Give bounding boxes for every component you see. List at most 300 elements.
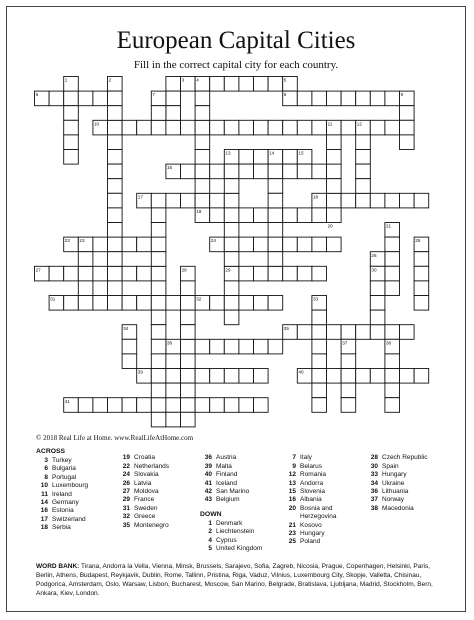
- grid-clue-number: 35: [283, 325, 289, 331]
- grid-cell[interactable]: [151, 252, 166, 267]
- grid-cell[interactable]: [312, 91, 327, 106]
- clue-text: Finland: [216, 471, 238, 479]
- grid-cell[interactable]: [210, 208, 225, 223]
- grid-cell[interactable]: [93, 237, 108, 252]
- clue-number: 22: [122, 462, 130, 470]
- grid-cell[interactable]: [414, 193, 429, 208]
- grid-cell[interactable]: [122, 296, 137, 311]
- grid-cell[interactable]: [195, 135, 210, 150]
- clue-number: 3: [44, 457, 48, 464]
- grid-cell[interactable]: [268, 339, 283, 354]
- grid-cell[interactable]: [181, 120, 196, 135]
- grid-cell[interactable]: [210, 164, 225, 179]
- grid-cell[interactable]: [151, 310, 166, 325]
- grid-cell[interactable]: [385, 237, 400, 252]
- grid-cell[interactable]: [108, 252, 123, 267]
- clue-text: Malta: [216, 462, 232, 470]
- grid-cell[interactable]: [297, 208, 312, 223]
- grid-cell[interactable]: [254, 339, 269, 354]
- grid-clue-number: 32: [196, 296, 202, 302]
- grid-cell[interactable]: [195, 398, 210, 413]
- grid-cell[interactable]: [370, 281, 385, 296]
- grid-cell[interactable]: [195, 120, 210, 135]
- grid-cell[interactable]: [224, 310, 239, 325]
- grid-clue-number: 16: [167, 165, 173, 171]
- clue-text: Portugal: [52, 473, 77, 481]
- clue-number: 21: [288, 521, 296, 529]
- word-bank-label: WORD BANK:: [36, 563, 80, 570]
- clue-item: [366, 471, 474, 479]
- grid-cell[interactable]: [137, 237, 152, 252]
- grid-cell[interactable]: [312, 164, 327, 179]
- grid-cell[interactable]: [78, 296, 93, 311]
- clue-number: 42: [204, 487, 212, 495]
- clue-number: 18: [40, 524, 48, 532]
- grid-cell[interactable]: [370, 120, 385, 135]
- grid-cell[interactable]: [181, 193, 196, 208]
- grid-cell[interactable]: [137, 398, 152, 413]
- grid-cell[interactable]: [385, 91, 400, 106]
- grid-clue-number: 18: [313, 194, 319, 200]
- grid-cell[interactable]: [108, 106, 123, 121]
- grid-cell[interactable]: [268, 266, 283, 281]
- grid-clue-number: 21: [386, 223, 392, 229]
- grid-cell[interactable]: [268, 296, 283, 311]
- grid-cell[interactable]: [108, 398, 123, 413]
- grid-cell[interactable]: [93, 91, 108, 106]
- clue-item: [366, 505, 474, 513]
- grid-cell[interactable]: [400, 369, 415, 384]
- grid-cell[interactable]: [151, 237, 166, 252]
- grid-cell[interactable]: [239, 164, 254, 179]
- grid-cell[interactable]: [414, 369, 429, 384]
- grid-cell[interactable]: [283, 150, 298, 165]
- grid-cell[interactable]: [254, 398, 269, 413]
- grid-clue-number: 40: [298, 369, 304, 375]
- grid-cell[interactable]: [181, 412, 196, 427]
- grid-cell[interactable]: [122, 339, 137, 354]
- grid-cell[interactable]: [210, 369, 225, 384]
- grid-cell[interactable]: [327, 208, 342, 223]
- grid-cell[interactable]: [268, 208, 283, 223]
- grid-cell[interactable]: [254, 120, 269, 135]
- grid-cell[interactable]: [64, 135, 79, 150]
- grid-cell[interactable]: [78, 266, 93, 281]
- grid-cell[interactable]: [400, 120, 415, 135]
- grid-cell[interactable]: [239, 296, 254, 311]
- grid-cell[interactable]: [341, 383, 356, 398]
- clue-number: 13: [288, 479, 296, 487]
- grid-cell[interactable]: [268, 164, 283, 179]
- grid-cell[interactable]: [224, 179, 239, 194]
- grid-cell[interactable]: [297, 266, 312, 281]
- clue-text: Bosnia and: [300, 504, 333, 512]
- grid-cell[interactable]: [370, 325, 385, 340]
- clue-text: Ukraine: [382, 479, 405, 487]
- grid-cell[interactable]: [268, 252, 283, 267]
- grid-cell[interactable]: [195, 339, 210, 354]
- grid-cell[interactable]: [268, 120, 283, 135]
- grid-cell[interactable]: [210, 296, 225, 311]
- grid-cell[interactable]: [327, 325, 342, 340]
- grid-cell[interactable]: [224, 252, 239, 267]
- grid-cell[interactable]: [166, 354, 181, 369]
- grid-cell[interactable]: [385, 252, 400, 267]
- grid-cell[interactable]: [166, 296, 181, 311]
- grid-cell[interactable]: [385, 398, 400, 413]
- grid-cell[interactable]: [385, 281, 400, 296]
- grid-cell[interactable]: [224, 281, 239, 296]
- grid-clue-number: 20: [327, 223, 333, 229]
- grid-cell[interactable]: [312, 237, 327, 252]
- grid-cell[interactable]: [254, 296, 269, 311]
- grid-cell[interactable]: [327, 135, 342, 150]
- grid-clue-number: 6: [35, 92, 39, 98]
- grid-cell[interactable]: [151, 398, 166, 413]
- grid-cell[interactable]: [108, 150, 123, 165]
- grid-cell[interactable]: [268, 193, 283, 208]
- grid-cell[interactable]: [181, 383, 196, 398]
- grid-cell[interactable]: [181, 310, 196, 325]
- clue-number: 27: [122, 487, 130, 495]
- grid-cell[interactable]: [414, 296, 429, 311]
- grid-cell[interactable]: [224, 77, 239, 92]
- clue-number: 20: [288, 504, 296, 512]
- grid-cell[interactable]: [385, 325, 400, 340]
- clue-number: 41: [204, 479, 212, 487]
- grid-cell[interactable]: [400, 106, 415, 121]
- clue-text: Slovakia: [134, 471, 159, 479]
- clue-number: 37: [370, 496, 378, 504]
- grid-cell[interactable]: [137, 296, 152, 311]
- grid-cell[interactable]: [254, 266, 269, 281]
- grid-cell[interactable]: [93, 398, 108, 413]
- grid-cell[interactable]: [414, 266, 429, 281]
- grid-cell[interactable]: [108, 193, 123, 208]
- grid-cell[interactable]: [151, 120, 166, 135]
- grid-cell[interactable]: [210, 339, 225, 354]
- grid-cell[interactable]: [151, 296, 166, 311]
- grid-cell[interactable]: [254, 237, 269, 252]
- grid-cell[interactable]: [327, 237, 342, 252]
- grid-cell[interactable]: [268, 237, 283, 252]
- grid-clue-number: 41: [64, 398, 70, 404]
- grid-cell[interactable]: [108, 208, 123, 223]
- grid-cell[interactable]: [356, 150, 371, 165]
- grid-clue-number: 19: [196, 209, 202, 214]
- grid-cell[interactable]: [108, 164, 123, 179]
- clue-number: 40: [204, 471, 212, 479]
- clue-number: 32: [122, 513, 130, 521]
- grid-cell[interactable]: [224, 369, 239, 384]
- grid-cell[interactable]: [151, 208, 166, 223]
- grid-cell[interactable]: [297, 164, 312, 179]
- grid-cell[interactable]: [254, 164, 269, 179]
- grid-cell[interactable]: [195, 106, 210, 121]
- grid-cell[interactable]: [64, 266, 79, 281]
- grid-cell[interactable]: [268, 223, 283, 238]
- grid-clue-number: 11: [327, 121, 333, 127]
- grid-cell[interactable]: [385, 266, 400, 281]
- grid-cell[interactable]: [108, 179, 123, 194]
- grid-cell[interactable]: [400, 135, 415, 150]
- grid-cell[interactable]: [78, 281, 93, 296]
- grid-cell[interactable]: [400, 193, 415, 208]
- grid-cell[interactable]: [181, 296, 196, 311]
- grid-cell[interactable]: [370, 310, 385, 325]
- grid-cell[interactable]: [166, 398, 181, 413]
- grid-cell[interactable]: [239, 77, 254, 92]
- grid-cell[interactable]: [239, 237, 254, 252]
- grid-cell[interactable]: [64, 91, 79, 106]
- grid-cell[interactable]: [239, 150, 254, 165]
- grid-clue-number: 38: [386, 340, 392, 346]
- grid-cell[interactable]: [210, 398, 225, 413]
- clue-text: Macedonia: [382, 504, 414, 512]
- grid-cell[interactable]: [283, 120, 298, 135]
- grid-cell[interactable]: [195, 193, 210, 208]
- grid-cell[interactable]: [166, 369, 181, 384]
- grid-cell[interactable]: [166, 412, 181, 427]
- grid-cell[interactable]: [385, 193, 400, 208]
- grid-cell[interactable]: [93, 296, 108, 311]
- grid-cell[interactable]: [327, 179, 342, 194]
- grid-cell[interactable]: [108, 223, 123, 238]
- grid-cell[interactable]: [122, 120, 137, 135]
- grid-cell[interactable]: [195, 369, 210, 384]
- across-heading: ACROSS: [36, 448, 66, 455]
- grid-cell[interactable]: [283, 237, 298, 252]
- grid-cell[interactable]: [224, 398, 239, 413]
- grid-cell[interactable]: [239, 266, 254, 281]
- grid-cell[interactable]: [239, 120, 254, 135]
- grid-cell[interactable]: [137, 120, 152, 135]
- grid-cell[interactable]: [195, 91, 210, 106]
- grid-cell[interactable]: [210, 193, 225, 208]
- clue-text: Hungary: [300, 529, 325, 537]
- clue-text: Italy: [300, 454, 312, 462]
- clue-number: 36: [204, 454, 212, 462]
- clue-number: 28: [370, 454, 378, 462]
- grid-cell[interactable]: [356, 325, 371, 340]
- grid-cell[interactable]: [78, 252, 93, 267]
- grid-cell[interactable]: [108, 296, 123, 311]
- grid-cell[interactable]: [341, 354, 356, 369]
- clue-list: [36, 446, 452, 566]
- grid-cell[interactable]: [283, 208, 298, 223]
- grid-cell[interactable]: [166, 383, 181, 398]
- grid-cell[interactable]: [312, 369, 327, 384]
- grid-cell[interactable]: [224, 339, 239, 354]
- clue-number: 26: [122, 479, 130, 487]
- grid-cell[interactable]: [356, 179, 371, 194]
- grid-cell[interactable]: [108, 237, 123, 252]
- grid-cell[interactable]: [297, 237, 312, 252]
- grid-cell[interactable]: [254, 77, 269, 92]
- clue-number: 11: [41, 490, 48, 498]
- grid-cell[interactable]: [356, 193, 371, 208]
- down-heading: DOWN: [200, 510, 222, 518]
- grid-cell[interactable]: [166, 91, 181, 106]
- grid-cell[interactable]: [151, 266, 166, 281]
- grid-cell[interactable]: [224, 296, 239, 311]
- grid-cell[interactable]: [151, 281, 166, 296]
- grid-cell[interactable]: [64, 150, 79, 165]
- grid-cell[interactable]: [341, 369, 356, 384]
- grid-cell[interactable]: [341, 120, 356, 135]
- grid-cell[interactable]: [327, 369, 342, 384]
- grid-cell[interactable]: [108, 281, 123, 296]
- grid-cell[interactable]: [151, 325, 166, 340]
- grid-cell[interactable]: [49, 266, 64, 281]
- grid-cell[interactable]: [283, 164, 298, 179]
- grid-cell[interactable]: [312, 310, 327, 325]
- grid-cell[interactable]: [297, 120, 312, 135]
- grid-cell[interactable]: [181, 164, 196, 179]
- clue-number: 6: [44, 465, 48, 473]
- grid-cell[interactable]: [327, 150, 342, 165]
- grid-cell[interactable]: [341, 325, 356, 340]
- grid-cell[interactable]: [49, 91, 64, 106]
- clue-text: Estonia: [52, 507, 74, 515]
- grid-cell[interactable]: [356, 369, 371, 384]
- grid-cell[interactable]: [312, 120, 327, 135]
- clue-number: 33: [370, 471, 378, 479]
- grid-cell[interactable]: [224, 237, 239, 252]
- grid-cell[interactable]: [312, 383, 327, 398]
- clue-text: Norway: [382, 496, 405, 504]
- grid-cell[interactable]: [414, 281, 429, 296]
- grid-cell[interactable]: [224, 223, 239, 238]
- grid-cell[interactable]: [151, 354, 166, 369]
- grid-cell[interactable]: [64, 120, 79, 135]
- grid-cell[interactable]: [327, 193, 342, 208]
- grid-cell[interactable]: [239, 369, 254, 384]
- grid-cell[interactable]: [356, 135, 371, 150]
- grid-cell[interactable]: [122, 237, 137, 252]
- grid-cell[interactable]: [385, 120, 400, 135]
- clue-item: [284, 538, 394, 546]
- grid-cell[interactable]: [297, 325, 312, 340]
- grid-cell[interactable]: [166, 77, 181, 92]
- grid-clue-number: 15: [298, 150, 304, 156]
- grid-cell[interactable]: [181, 281, 196, 296]
- grid-cell[interactable]: [195, 179, 210, 194]
- grid-cell[interactable]: [385, 383, 400, 398]
- grid-cell[interactable]: [370, 369, 385, 384]
- clue-number: 36: [370, 487, 378, 495]
- grid-cell[interactable]: [181, 369, 196, 384]
- grid-cell[interactable]: [385, 354, 400, 369]
- grid-cell[interactable]: [297, 91, 312, 106]
- grid-cell[interactable]: [151, 383, 166, 398]
- grid-cell[interactable]: [312, 354, 327, 369]
- grid-cell[interactable]: [283, 266, 298, 281]
- grid-cell[interactable]: [224, 193, 239, 208]
- grid-cell[interactable]: [312, 325, 327, 340]
- grid-cell[interactable]: [181, 398, 196, 413]
- page-subtitle: Fill in the correct capital city for each country.: [133, 59, 339, 71]
- clue-item: [366, 488, 474, 496]
- grid-cell[interactable]: [151, 412, 166, 427]
- grid-cell[interactable]: [254, 369, 269, 384]
- grid-cell[interactable]: [151, 339, 166, 354]
- grid-cell[interactable]: [268, 179, 283, 194]
- grid-cell[interactable]: [108, 266, 123, 281]
- grid-cell[interactable]: [122, 354, 137, 369]
- grid-cell[interactable]: [356, 91, 371, 106]
- grid-cell[interactable]: [370, 91, 385, 106]
- grid-cell[interactable]: [151, 106, 166, 121]
- grid-cell[interactable]: [181, 354, 196, 369]
- grid-cell[interactable]: [64, 106, 79, 121]
- grid-cell[interactable]: [64, 296, 79, 311]
- grid-cell[interactable]: [122, 266, 137, 281]
- grid-cell[interactable]: [312, 266, 327, 281]
- grid-cell[interactable]: [370, 296, 385, 311]
- copyright-text: © 2018 Real Life at Home. www.RealLifeAtHome.com: [36, 434, 194, 442]
- grid-cell[interactable]: [327, 91, 342, 106]
- clue-item: [366, 496, 474, 504]
- grid-cell[interactable]: [224, 120, 239, 135]
- grid-cell[interactable]: [151, 223, 166, 238]
- grid-cell[interactable]: [239, 208, 254, 223]
- grid-cell[interactable]: [166, 120, 181, 135]
- grid-cell[interactable]: [414, 252, 429, 267]
- grid-cell[interactable]: [239, 339, 254, 354]
- grid-cell[interactable]: [224, 164, 239, 179]
- grid-cell[interactable]: [195, 150, 210, 165]
- grid-cell[interactable]: [239, 398, 254, 413]
- grid-cell[interactable]: [327, 164, 342, 179]
- grid-cell[interactable]: [254, 208, 269, 223]
- grid-cell[interactable]: [166, 106, 181, 121]
- grid-cell[interactable]: [195, 164, 210, 179]
- grid-cell[interactable]: [78, 91, 93, 106]
- grid-cell[interactable]: [385, 369, 400, 384]
- grid-cell[interactable]: [122, 398, 137, 413]
- grid-cell[interactable]: [137, 266, 152, 281]
- grid-clue-number: 33: [313, 296, 319, 302]
- grid-cell[interactable]: [181, 325, 196, 340]
- grid-cell[interactable]: [108, 120, 123, 135]
- grid-cell[interactable]: [78, 398, 93, 413]
- grid-cell[interactable]: [254, 150, 269, 165]
- grid-cell[interactable]: [108, 91, 123, 106]
- grid-cell[interactable]: [400, 325, 415, 340]
- grid-cell[interactable]: [341, 398, 356, 413]
- grid-cell[interactable]: [151, 193, 166, 208]
- grid-cell[interactable]: [312, 398, 327, 413]
- grid-cell[interactable]: [210, 120, 225, 135]
- grid-cell[interactable]: [108, 135, 123, 150]
- grid-cell[interactable]: [210, 77, 225, 92]
- clue-item: [366, 463, 474, 471]
- grid-clue-number: 23: [79, 238, 85, 244]
- grid-cell[interactable]: [312, 339, 327, 354]
- grid-cell[interactable]: [268, 77, 283, 92]
- grid-cell[interactable]: [151, 369, 166, 384]
- grid-cell[interactable]: [370, 193, 385, 208]
- grid-cell[interactable]: [341, 91, 356, 106]
- grid-cell[interactable]: [356, 164, 371, 179]
- grid-cell[interactable]: [341, 193, 356, 208]
- grid-cell[interactable]: [224, 208, 239, 223]
- grid-cell[interactable]: [166, 193, 181, 208]
- grid-cell[interactable]: [312, 208, 327, 223]
- grid-cell[interactable]: [93, 266, 108, 281]
- grid-cell[interactable]: [181, 339, 196, 354]
